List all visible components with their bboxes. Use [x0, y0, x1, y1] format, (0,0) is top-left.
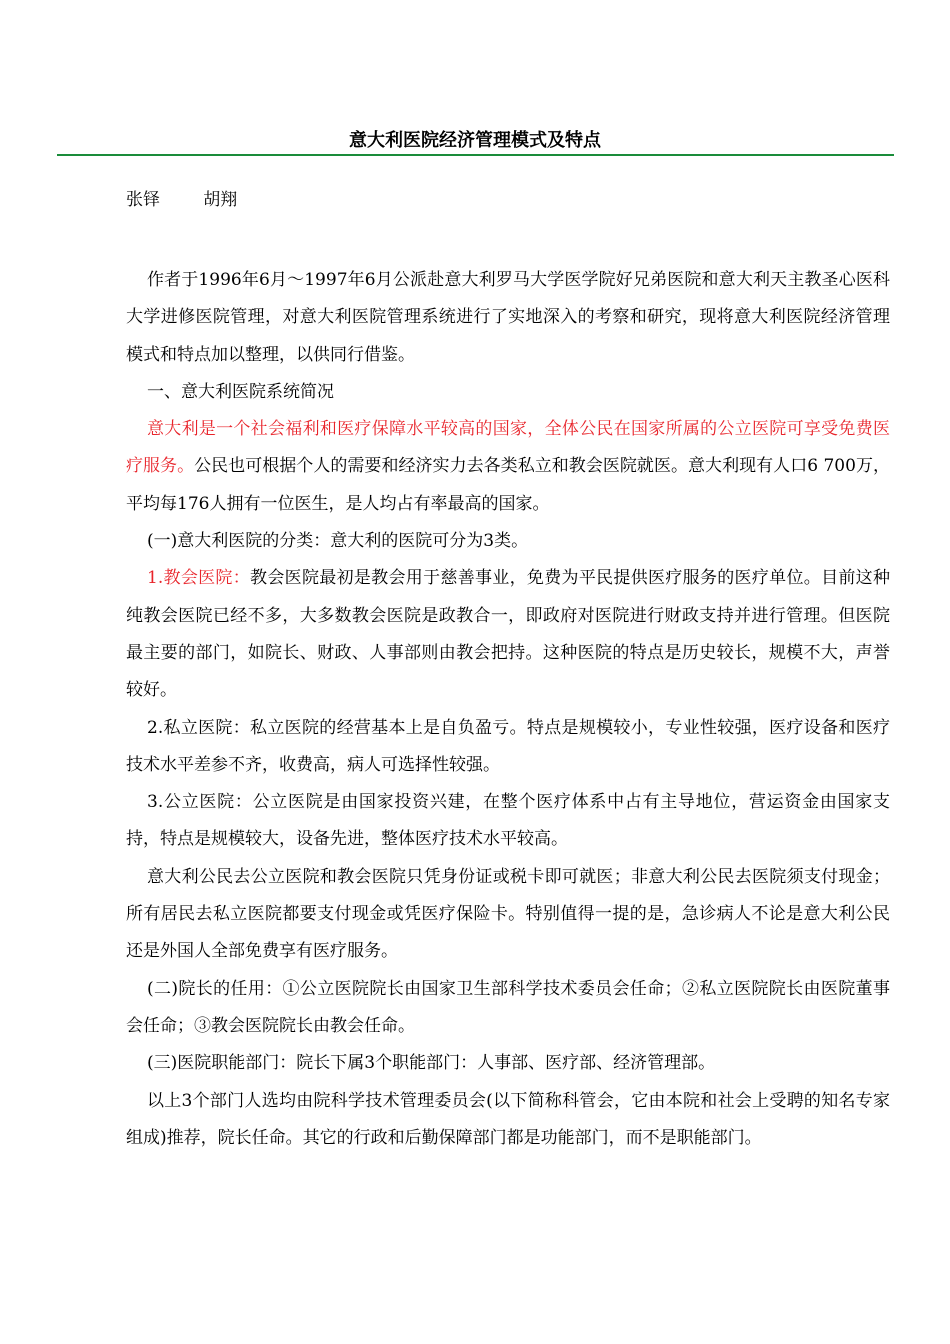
document-title: 意大利医院经济管理模式及特点 [349, 130, 601, 151]
authors: 张铎 胡翔 [126, 190, 238, 210]
paragraph-intro [126, 262, 890, 374]
paragraph-text: 教会医院最初是教会用于慈善事业，免费为平民提供医疗服务的医疗单位。目前这种纯教会医院已经不多，大多数教会医院是政教合一，即政府对医院进行财政支持并进行管理。但医院最主要的部门，如院长、财政、人事部则由教会把持。这种医院的特点是历史较长，规模不大，声誉较好。 [126, 568, 890, 701]
paragraph-church-hospital [126, 560, 890, 709]
paragraph-committee [126, 1083, 890, 1158]
title-underline [57, 154, 894, 156]
paragraph-text: (二)院长的任用：①公立医院院长由国家卫生部科学技术委员会任命；②私立医院院长由医院董事会任命；③教会医院院长由教会任命。 [126, 978, 890, 1036]
highlight-text: 意大利是一个社会福利和医疗保障水平较高的国家，全体公民在国家所属的公立医院可享受免费医疗服务。 [126, 419, 890, 477]
document-body [126, 262, 890, 1157]
section-heading [126, 374, 890, 411]
paragraph-departments [126, 1045, 890, 1082]
paragraph-text: (三)医院职能部门：院长下属3个职能部门：人事部、医疗部、经济管理部。 [147, 1053, 716, 1074]
paragraph-text: 3.公立医院：公立医院是由国家投资兴建，在整个医疗体系中占有主导地位，营运资金由国家支持，特点是规模较大，设备先进，整体医疗技术水平较高。 [126, 792, 890, 850]
paragraph-text: 2.私立医院：私立医院的经营基本上是自负盈亏。特点是规模较小，专业性较强，医疗设备和医疗技术水平差参不齐，收费高，病人可选择性较强。 [126, 717, 890, 775]
paragraph-classification [126, 523, 890, 560]
paragraph-text: 公民也可根据个人的需要和经济实力去各类私立和教会医院就医。意大利现有人口6 700万，平均每176人拥有一位医生，是人均占有率最高的国家。 [126, 456, 890, 514]
paragraph-access [126, 859, 890, 971]
paragraph-private-hospital [126, 710, 890, 785]
paragraph-text: 作者于1996年6月～1997年6月公派赴意大利罗马大学医学院好兄弟医院和意大利天主教圣心医科大学进修医院管理，对意大利医院管理系统进行了实地深入的考察和研究，现将意大利医院经济管理模式和特点加以整理，以供同行借鉴。 [126, 270, 890, 365]
paragraph-public-hospital [126, 784, 890, 859]
highlight-text: 1.教会医院： [147, 568, 251, 589]
paragraph-text: 以上3个部门人选均由院科学技术管理委员会(以下简称科管会，它由本院和社会上受聘的知名专家组成)推荐，院长任命。其它的行政和后勤保障部门都是功能部门，而不是职能部门。 [126, 1090, 890, 1148]
paragraph-text: 一、意大利医院系统简况 [147, 381, 334, 402]
paragraph-director-appointment [126, 971, 890, 1046]
paragraph-text: (一)意大利医院的分类：意大利的医院可分为3类。 [147, 531, 529, 552]
paragraph-overview [126, 411, 890, 523]
paragraph-text: 意大利公民去公立医院和教会医院只凭身份证或税卡即可就医；非意大利公民去医院须支付现金；所有居民去私立医院都要支付现金或凭医疗保险卡。特别值得一提的是，急诊病人不论是意大利公民还是外国人全部免费享有医疗服务。 [126, 866, 890, 962]
